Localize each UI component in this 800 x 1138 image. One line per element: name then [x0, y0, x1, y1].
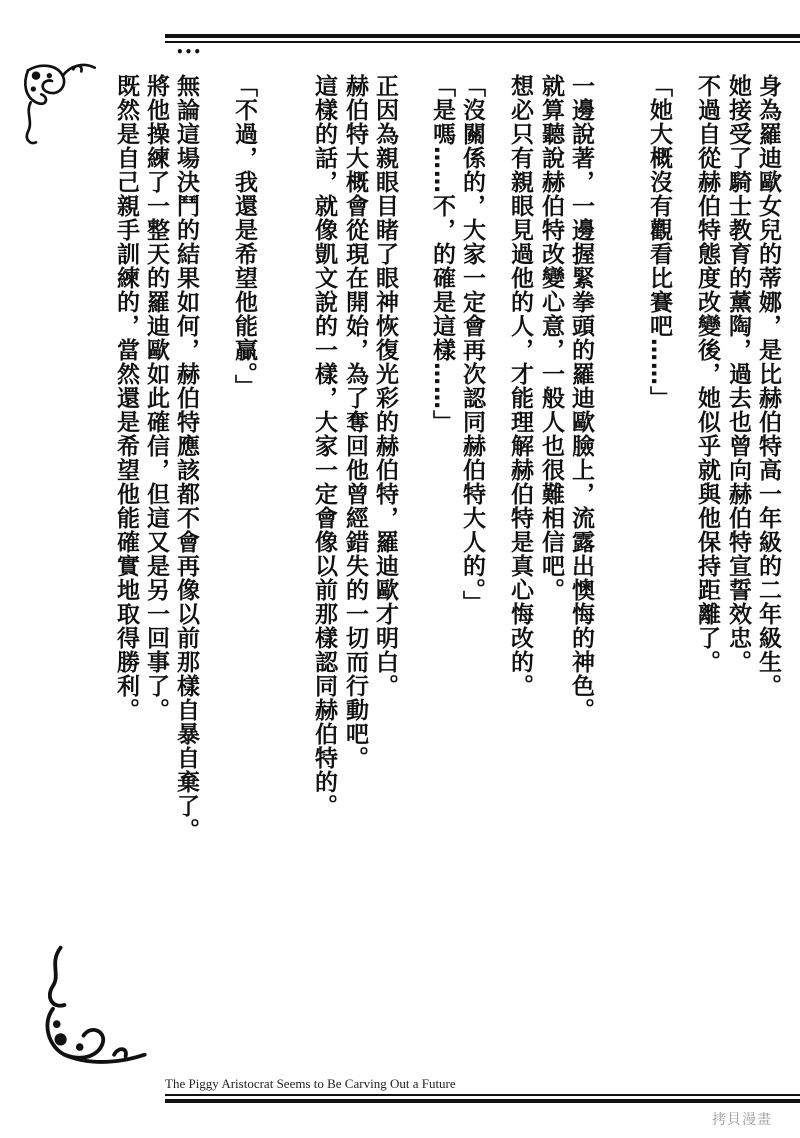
text-column: 既然是自己親手訓練的，當然還是希望他能確實地取得勝利。 — [113, 74, 139, 722]
text-column: 不過自從赫伯特態度改變後，她似乎就與他保持距離了。 — [694, 74, 720, 674]
text-column: 正因為親眼目睹了眼神恢復光彩的赫伯特，羅迪歐才明白。 — [372, 74, 398, 698]
text-column: 身為羅迪歐女兒的蒂娜，是比赫伯特高一年級的二年級生。 — [755, 74, 781, 698]
text-column: 無論這場決鬥的結果如何，赫伯特應該都不會再像以前那樣自暴自棄了。 — [173, 74, 199, 842]
text-column: 這樣的話，就像凱文說的一樣，大家一定會像以前那樣認同赫伯特的。 — [311, 74, 337, 818]
watermark: 拷貝漫畫 — [712, 1112, 772, 1128]
text-column: 想必只有親眼見過他的人，才能理解赫伯特是真心悔改的。 — [507, 74, 533, 698]
text-column: 她接受了騎士教育的薰陶，過去也曾向赫伯特宣誓效忠。 — [725, 74, 751, 674]
dialogue-column: 「不過，我還是希望他能贏。」 — [231, 74, 257, 399]
text-column: 將他操練了一整天的羅迪歐如此確信，但這又是另一回事了。 — [143, 74, 169, 722]
bottom-rule-thin — [165, 1094, 800, 1096]
dialogue-column: 「她大概沒有觀看比賽吧……」 — [646, 74, 672, 410]
ornament-bottom-left — [20, 940, 170, 1070]
ellipsis-mark: ••• — [176, 45, 203, 59]
dialogue-column: 「沒關係的，大家一定會再次認同赫伯特大人的。」 — [459, 74, 485, 615]
footer-book-title: The Piggy Aristocrat Seems to Be Carving Out a Future — [165, 1076, 456, 1091]
top-rule-thick — [165, 34, 800, 38]
bottom-rule-thick — [165, 1099, 800, 1103]
dialogue-column: 「是嗎……不，的確是這樣……」 — [429, 74, 455, 434]
top-rule-thin — [165, 41, 800, 43]
ornament-top-left — [20, 20, 100, 190]
text-column: 一邊說著，一邊握緊拳頭的羅迪歐臉上，流露出懊悔的神色。 — [568, 74, 594, 722]
text-column: 就算聽說赫伯特改變心意，一般人也很難相信吧。 — [538, 74, 564, 602]
text-column: 赫伯特大概會從現在開始，為了奪回他曾經錯失的一切而行動吧。 — [342, 74, 368, 770]
